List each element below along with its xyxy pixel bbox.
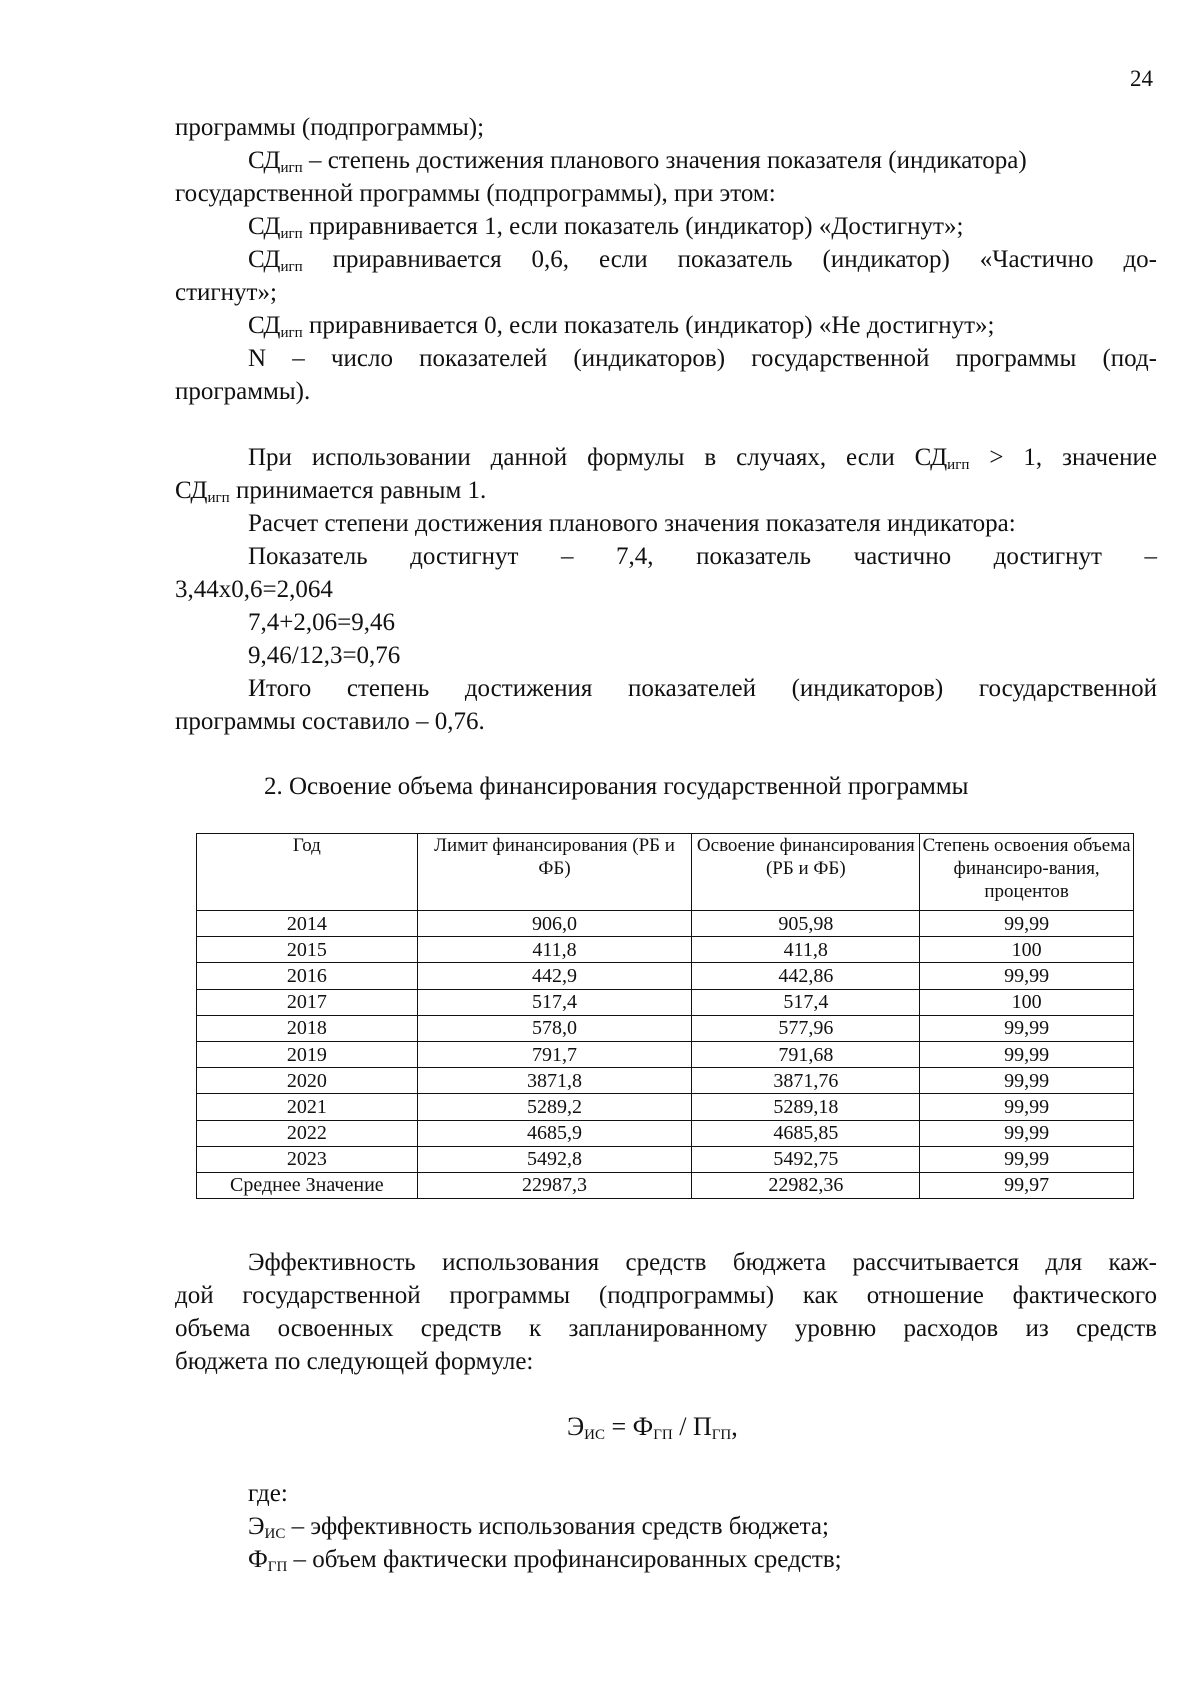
table-row bbox=[197, 1094, 1134, 1120]
cell-limit: 4685,9 bbox=[417, 1120, 692, 1146]
cell-percent: 99,97 bbox=[920, 1172, 1134, 1198]
cell-year: 2019 bbox=[197, 1041, 418, 1067]
text-line: 3,44х0,6=2,064 bbox=[175, 576, 333, 603]
table-row bbox=[197, 937, 1134, 963]
header-spent: Освоение финансирования (РБ и ФБ) bbox=[692, 834, 920, 911]
cell-spent: 4685,85 bbox=[692, 1120, 920, 1146]
cell-percent: 99,99 bbox=[920, 1146, 1134, 1172]
cell-limit: 3871,8 bbox=[417, 1068, 692, 1094]
cell-percent: 99,99 bbox=[920, 911, 1134, 937]
cell-spent: 577,96 bbox=[692, 1015, 920, 1041]
financing-table bbox=[196, 833, 1134, 1199]
cell-percent: 100 bbox=[920, 937, 1134, 963]
cell-year: 2016 bbox=[197, 963, 418, 989]
cell-percent: 99,99 bbox=[920, 1068, 1134, 1094]
text-line: стигнут»; bbox=[175, 279, 277, 306]
table-row bbox=[197, 989, 1134, 1015]
cell-limit: 906,0 bbox=[417, 911, 692, 937]
text-line: объема освоенных средств к запланированному уровню расходов из средств bbox=[175, 1315, 1157, 1342]
cell-year: Среднее Значение bbox=[197, 1172, 418, 1198]
text-line: $СД_{игп}$ принимается равным 1. bbox=[175, 477, 487, 506]
cell-spent: 442,86 bbox=[692, 963, 920, 989]
header-percent: Степень освоения объема финансиро-вания, процентов bbox=[920, 834, 1134, 911]
table-row bbox=[197, 963, 1134, 989]
table-row bbox=[197, 1041, 1134, 1067]
table-row bbox=[197, 1015, 1134, 1041]
cell-year: 2022 bbox=[197, 1120, 418, 1146]
header-year: Год bbox=[197, 834, 418, 911]
table-row bbox=[197, 1068, 1134, 1094]
table-row-total bbox=[197, 1172, 1134, 1198]
table-title: 2. Освоение объема финансирования государственной программы bbox=[264, 773, 969, 800]
text-line: программы составило – 0,76. bbox=[175, 708, 485, 735]
cell-percent: 99,99 bbox=[920, 1015, 1134, 1041]
cell-year: 2020 bbox=[197, 1068, 418, 1094]
cell-percent: 100 bbox=[920, 989, 1134, 1015]
text-line: При использовании данной формулы в случаях, если $СД_{игп} > 1$, значение bbox=[248, 444, 1157, 473]
cell-limit: 5289,2 bbox=[417, 1094, 692, 1120]
cell-spent: 22982,36 bbox=[692, 1172, 920, 1198]
cell-spent: 5492,75 bbox=[692, 1146, 920, 1172]
text-line: 7,4+2,06=9,46 bbox=[248, 609, 395, 636]
table-row bbox=[197, 1120, 1134, 1146]
cell-spent: 791,68 bbox=[692, 1041, 920, 1067]
text-line: Эффективность использования средств бюджета рассчитывается для каж- bbox=[248, 1249, 1157, 1276]
cell-spent: 905,98 bbox=[692, 911, 920, 937]
cell-limit: 5492,8 bbox=[417, 1146, 692, 1172]
table-header-row bbox=[197, 834, 1134, 911]
cell-limit: 578,0 bbox=[417, 1015, 692, 1041]
text-line: $СД_{игп}$ – степень достижения планового значения показателя (индикатора) bbox=[248, 147, 1027, 176]
cell-spent: 3871,76 bbox=[692, 1068, 920, 1094]
cell-percent: 99,99 bbox=[920, 1041, 1134, 1067]
efficiency-formula: $Э_{ИС} = Ф_{ГП} / П_{ГП}$, bbox=[567, 1412, 738, 1443]
cell-spent: 411,8 bbox=[692, 937, 920, 963]
text-line: 9,46/12,3=0,76 bbox=[248, 642, 401, 669]
cell-spent: 5289,18 bbox=[692, 1094, 920, 1120]
cell-year: 2015 bbox=[197, 937, 418, 963]
text-line: где: bbox=[248, 1480, 288, 1507]
cell-year: 2021 bbox=[197, 1094, 418, 1120]
text-line: $СД_{игп}$ приравнивается 0,6, если показатель (индикатор) «Частично до- bbox=[248, 246, 1157, 275]
text-line: $Э_{ИС}$ – эффективность использования средств бюджета; bbox=[248, 1513, 829, 1542]
text-line: Расчет степени достижения планового значения показателя индикатора: bbox=[248, 510, 1016, 537]
cell-percent: 99,99 bbox=[920, 963, 1134, 989]
cell-limit: 791,7 bbox=[417, 1041, 692, 1067]
text-line: $СД_{игп}$ приравнивается 1, если показатель (индикатор) «Достигнут»; bbox=[248, 213, 964, 242]
text-line: дой государственной программы (подпрограммы) как отношение фактического bbox=[175, 1282, 1157, 1309]
text-line: программы). bbox=[175, 378, 311, 405]
cell-spent: 517,4 bbox=[692, 989, 920, 1015]
cell-limit: 22987,3 bbox=[417, 1172, 692, 1198]
cell-year: 2014 bbox=[197, 911, 418, 937]
table-row bbox=[197, 911, 1134, 937]
cell-year: 2018 bbox=[197, 1015, 418, 1041]
cell-limit: 411,8 bbox=[417, 937, 692, 963]
cell-year: 2023 bbox=[197, 1146, 418, 1172]
text-line: $СД_{игп}$ приравнивается 0, если показатель (индикатор) «Не достигнут»; bbox=[248, 312, 995, 341]
header-limit: Лимит финансирования (РБ и ФБ) bbox=[417, 834, 692, 911]
cell-percent: 99,99 bbox=[920, 1094, 1134, 1120]
text-line: государственной программы (подпрограммы), при этом: bbox=[175, 180, 776, 207]
table-row bbox=[197, 1146, 1134, 1172]
cell-limit: 442,9 bbox=[417, 963, 692, 989]
text-line: $Ф_{ГП}$ – объем фактически профинансированных средств; bbox=[248, 1546, 842, 1575]
cell-year: 2017 bbox=[197, 989, 418, 1015]
text-line: бюджета по следующей формуле: bbox=[175, 1348, 534, 1375]
text-line: программы (подпрограммы); bbox=[175, 114, 485, 141]
cell-limit: 517,4 bbox=[417, 989, 692, 1015]
cell-percent: 99,99 bbox=[920, 1120, 1134, 1146]
page-number: 24 bbox=[1130, 66, 1153, 91]
text-line: Показатель достигнут – 7,4, показатель частично достигнут – bbox=[248, 543, 1157, 570]
text-line: Итого степень достижения показателей (индикаторов) государственной bbox=[248, 675, 1157, 702]
text-line: N – число показателей (индикаторов) государственной программы (под- bbox=[248, 345, 1157, 372]
